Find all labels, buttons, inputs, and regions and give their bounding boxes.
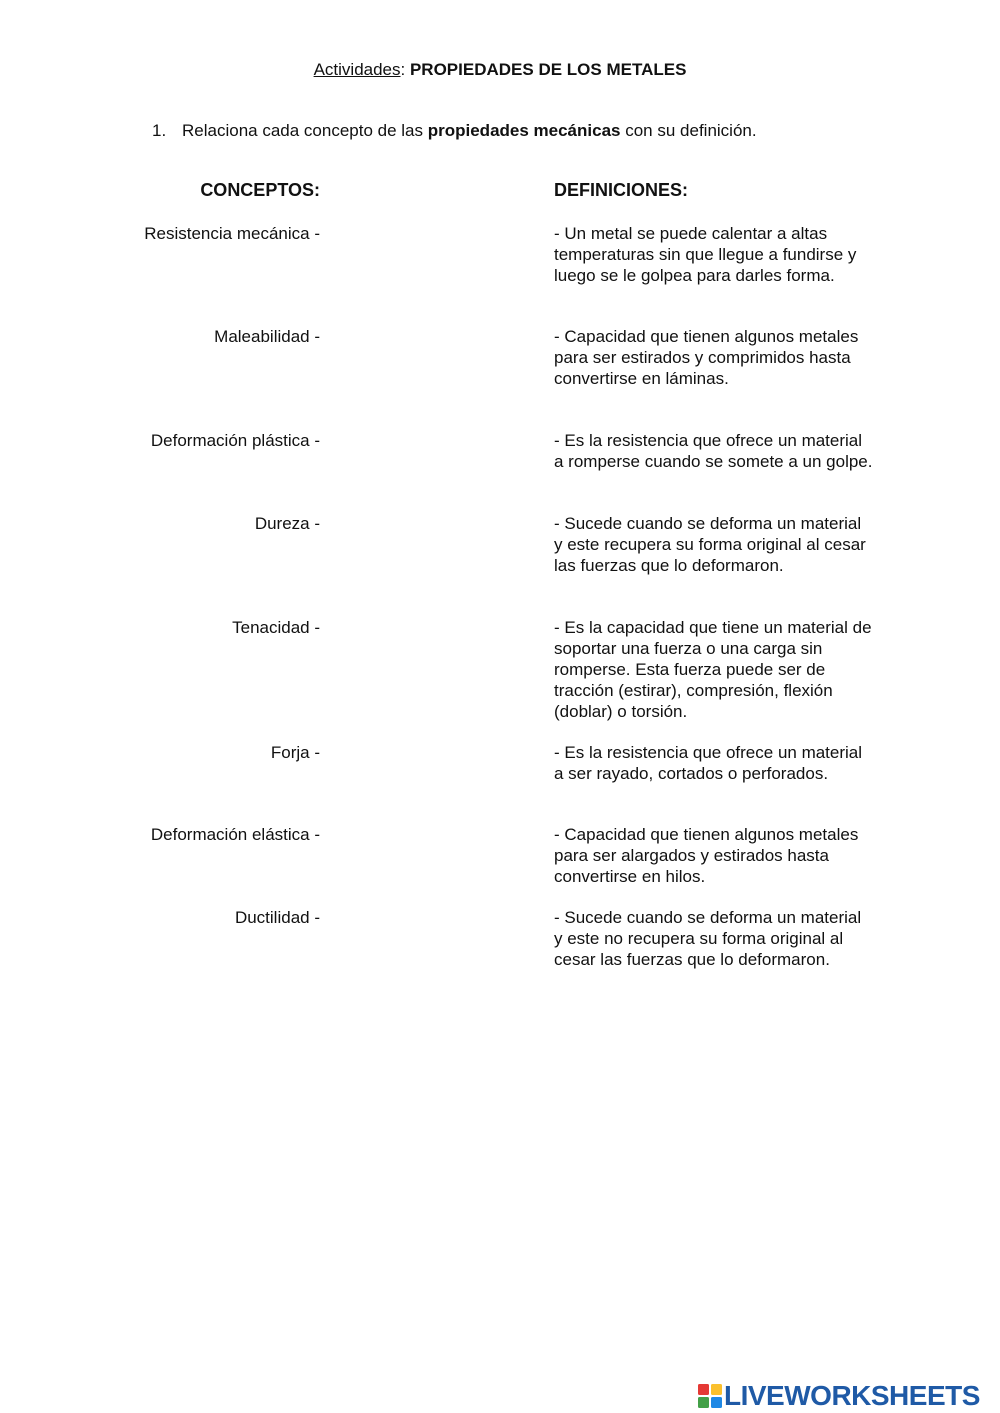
concept-item[interactable]: Deformación plástica - (150, 431, 320, 450)
instruction-bold: propiedades mecánicas (427, 121, 621, 140)
title-separator: : (400, 60, 410, 79)
logo-text: LIVEWORKSHEETS (724, 1380, 980, 1411)
concepts-header: CONCEPTOS: (200, 180, 320, 200)
definitions-header: DEFINICIONES: (554, 180, 689, 200)
logo-block (711, 1397, 722, 1408)
definition-item[interactable]: - Capacidad que tienen algunos metales para ser alargados y estirados hasta convertirse en hilos. (554, 825, 859, 886)
instruction (152, 121, 757, 141)
title-prefix: Actividades (313, 60, 401, 79)
definition-item[interactable]: - Capacidad que tienen algunos metales para ser estirados y comprimidos hasta convertirse en láminas. (554, 327, 859, 388)
concept-item[interactable]: Resistencia mecánica - (144, 224, 320, 243)
definition-item[interactable]: - Sucede cuando se deforma un material y este recupera su forma original al cesar las fuerzas que lo deformaron. (554, 514, 866, 575)
page-title (0, 60, 1000, 80)
definition-item[interactable]: - Es la resistencia que ofrece un material a romperse cuando se somete a un golpe. (554, 431, 873, 471)
definition-item[interactable]: - Es la capacidad que tiene un material de soportar una fuerza o una carga sin romperse. Esta fuerza puede ser de tracción (estirar), compresión, flexión (doblar) o torsión. (554, 618, 872, 721)
instruction-text-after: con su definición. (620, 121, 757, 140)
definition-item[interactable]: - Un metal se puede calentar a altas temperaturas sin que llegue a fundirse y luego se le golpea para darles forma. (554, 224, 857, 285)
liveworksheets-logo (698, 1380, 980, 1412)
concept-item[interactable]: Maleabilidad - (214, 327, 320, 346)
definition-item[interactable]: - Es la resistencia que ofrece un material a ser rayado, cortados o perforados. (554, 743, 863, 783)
title-main: PROPIEDADES DE LOS METALES (409, 60, 687, 79)
logo-block (698, 1384, 709, 1395)
definition-item[interactable]: - Sucede cuando se deforma un material y este no recupera su forma original al cesar las fuerzas que lo deformaron. (554, 908, 862, 969)
logo-block (698, 1397, 709, 1408)
concept-item[interactable]: Forja - (270, 743, 320, 762)
concept-item[interactable]: Tenacidad - (232, 618, 320, 637)
concept-item[interactable]: Ductilidad - (234, 908, 320, 927)
logo-blocks-icon (698, 1384, 722, 1408)
concept-item[interactable]: Dureza - (254, 514, 320, 533)
logo-block (711, 1384, 722, 1395)
instruction-text-before: Relaciona cada concepto de las (182, 121, 428, 140)
concept-item[interactable]: Deformación elástica - (150, 825, 320, 844)
instruction-number: 1. (152, 121, 167, 140)
